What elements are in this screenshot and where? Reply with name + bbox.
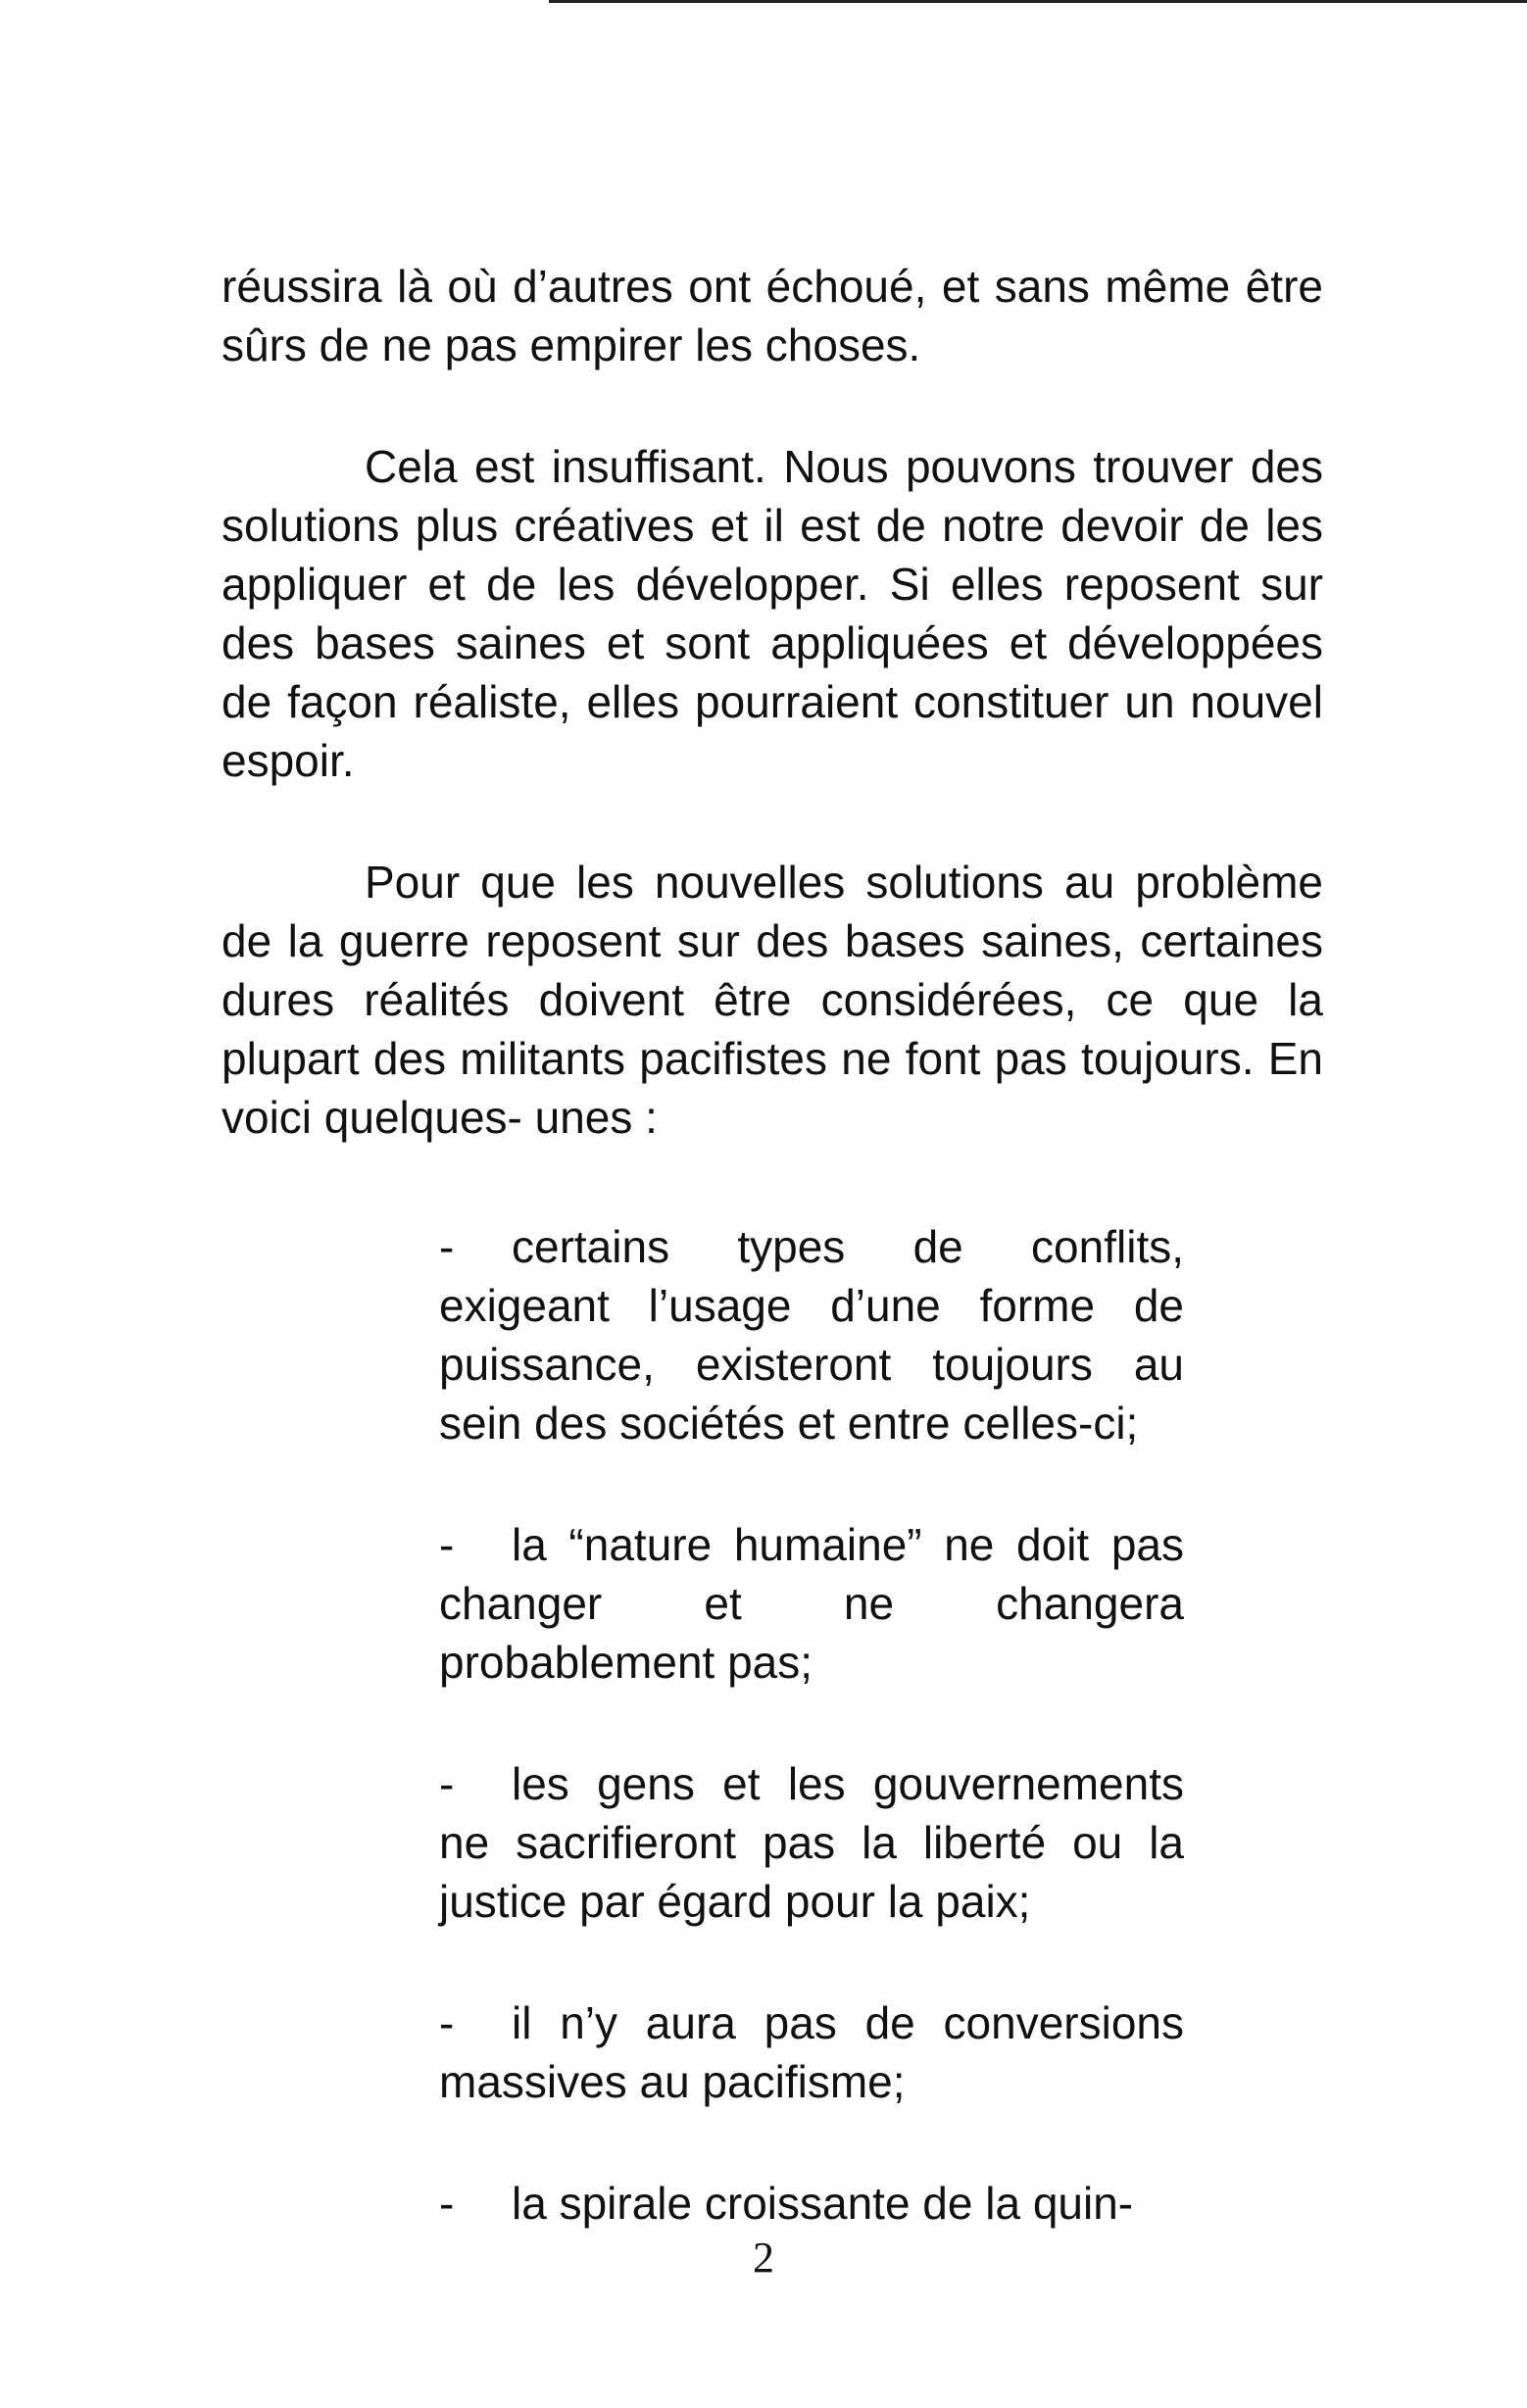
list-item-text: la spirale croissante de la quin- [512, 2178, 1134, 2229]
paragraph-2: Cela est insuffisant. Nous pouvons trouver des solutions plus créatives et il est de notre devoir de les appliquer et de les développer. Si elles reposent sur des bases saines et sont appliquées et développées de façon réaliste, elles pourraient constituer un nouvel espoir. [222, 441, 1323, 786]
list-dash: - [439, 1221, 455, 1272]
realities-list [439, 1217, 1184, 2295]
list-item [439, 2174, 1184, 2233]
list-item-text: certains types de conflits, exigeant l’usage d’une forme de puissance, existeront toujours au sein des sociétés et entre celles-ci; [439, 1221, 1184, 1449]
list-item [439, 1754, 1184, 1931]
top-border-line [549, 0, 1527, 3]
list-item [439, 1217, 1184, 1452]
list-item-text: il n’y aura pas de conversions massives au pacifisme; [439, 1997, 1184, 2107]
paragraph-3: Pour que les nouvelles solutions au problème de la guerre reposent sur des bases saines, certaines dures réalités doivent être considérées, ce que la plupart des militants pacifistes ne font pas toujours. En voici quelques- unes : [222, 857, 1323, 1143]
list-item-text: la “nature humaine” ne doit pas changer et ne changera probablement pas; [439, 1519, 1184, 1688]
list-item [439, 1515, 1184, 1692]
list-dash: - [439, 1519, 455, 1570]
page-number: 2 [753, 2234, 774, 2282]
list-dash: - [439, 1997, 455, 2048]
list-item [439, 1993, 1184, 2111]
list-dash: - [439, 1758, 455, 1809]
list-dash: - [439, 2178, 455, 2229]
page-body [222, 257, 1323, 1147]
list-item-text: les gens et les gouvernements ne sacrifieront pas la liberté ou la justice par égard pour la paix; [439, 1758, 1184, 1927]
paragraph-1: réussira là où d’autres ont échoué, et sans même être sûrs de ne pas empirer les choses. [222, 261, 1323, 370]
